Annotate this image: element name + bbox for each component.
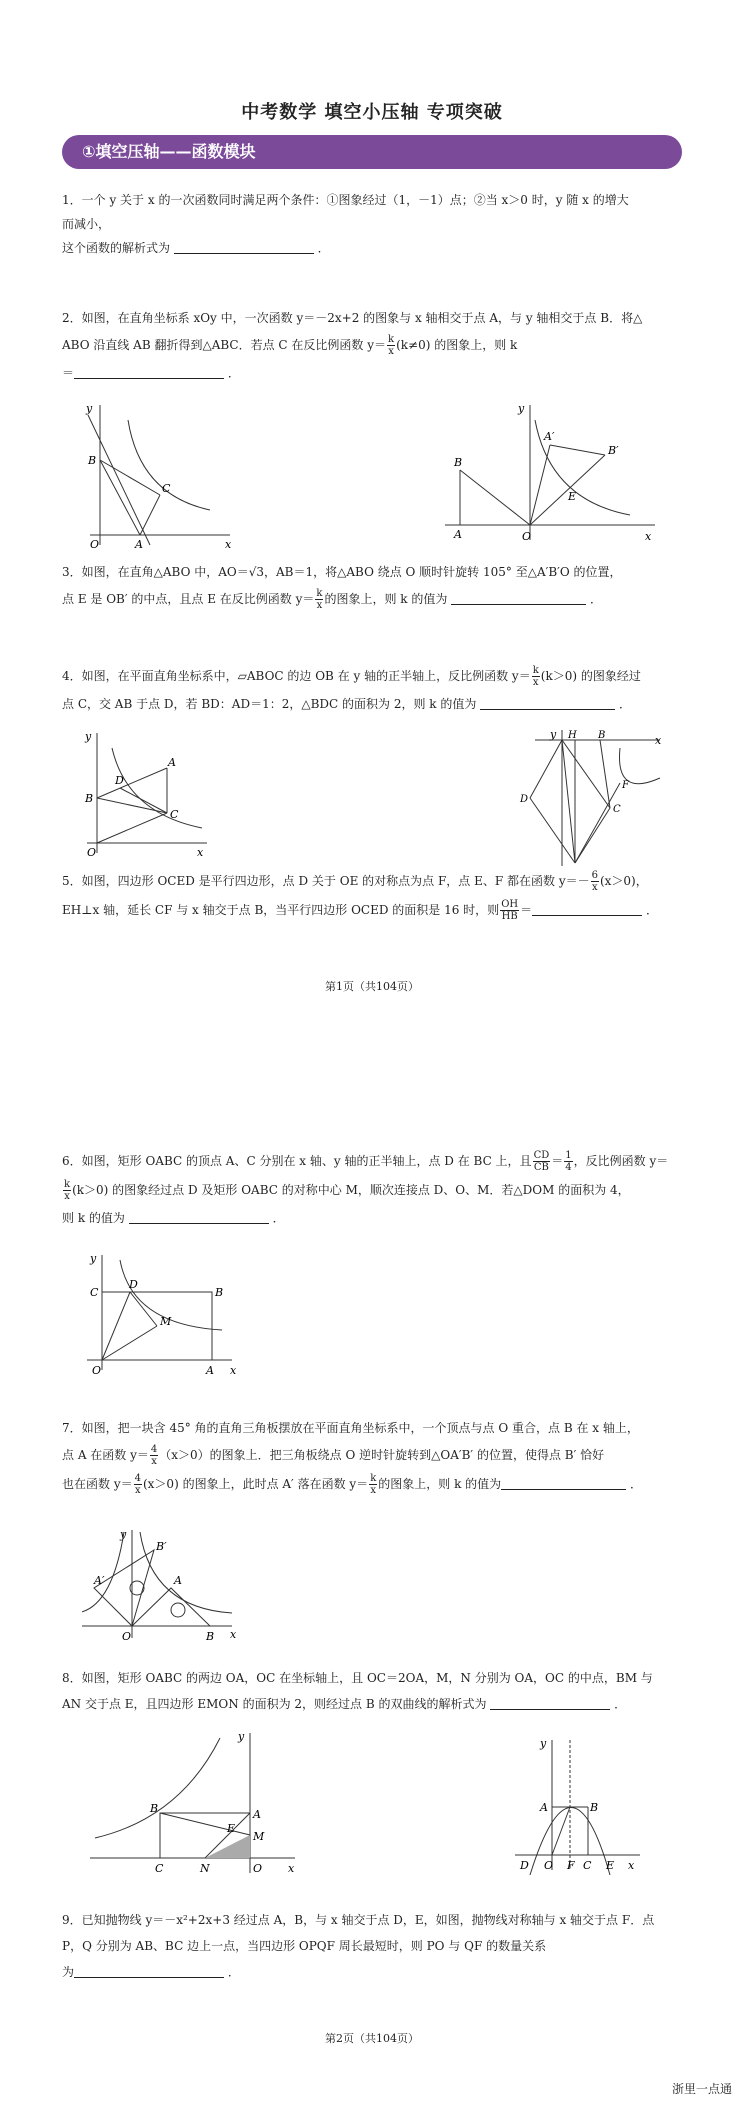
svg-text:y: y <box>550 728 557 741</box>
svg-text:E: E <box>606 1859 615 1872</box>
svg-text:y: y <box>85 730 92 743</box>
answer-blank-2[interactable] <box>74 364 224 379</box>
svg-text:C: C <box>155 1862 164 1875</box>
section-banner: ①填空压轴——函数模块 <box>62 135 682 169</box>
answer-blank-7[interactable] <box>501 1475 626 1490</box>
answer-blank-4[interactable] <box>480 695 615 710</box>
svg-text:D: D <box>129 1278 138 1291</box>
figure-q2-right <box>440 400 660 550</box>
svg-text:y: y <box>120 1528 127 1541</box>
svg-text:F: F <box>567 1859 575 1872</box>
figure-q4-left <box>82 728 212 858</box>
svg-text:y: y <box>238 1730 245 1743</box>
svg-text:y: y <box>86 402 93 415</box>
svg-text:O: O <box>522 530 532 543</box>
svg-text:A: A <box>454 528 462 541</box>
svg-text:B′: B′ <box>608 444 619 457</box>
svg-text:x: x <box>197 846 204 858</box>
svg-text:x: x <box>225 538 232 550</box>
svg-text:B: B <box>590 1801 599 1814</box>
svg-text:H: H <box>568 730 577 741</box>
svg-text:x: x <box>655 734 662 747</box>
svg-text:B: B <box>454 456 463 469</box>
svg-text:B: B <box>150 1802 159 1815</box>
figure-q9 <box>510 1735 650 1885</box>
question-3: 3．如图，在直角△ABO 中，AO＝√3，AB＝1，将△ABO 绕点 O 顺时针旋转 105° 至△A′B′O 的位置， 点 E 是 OB′ 的中点，且点 E 在反比例函数 y＝ $\frac{k}{x}$ 的图象上，则 k 的值为 ． <box>62 565 622 611</box>
question-5: 5．如图，四边形 OCED 是平行四边形，点 D 关于 OE 的对称点为点 F，点 E、F 都在函数 y＝－ $\frac{6}{x}$ (x＞0)， EH⊥x 轴，延长 CF 与 x 轴交于点 B，当平行四边形 OCED 的面积是 16 时，则 $\frac{OH}{HB}$ ＝ ． <box>62 870 658 922</box>
svg-text:A: A <box>168 756 176 769</box>
page-title: 中考数学 填空小压轴 专项突破 <box>241 102 503 123</box>
question-9: 9．已知抛物线 y＝－x²+2x+3 经过点 A，B，与 x 轴交于点 D，E，如图，抛物线对称轴与 x 轴交于点 F．点 P，Q 分别为 AB、BC 边上一点，当四边形 OPQF 周长最短时，则 PO 与 QF 的数量关系 为 ． <box>62 1913 655 1979</box>
svg-text:x: x <box>288 1862 295 1875</box>
question-2: 2．如图，在直角坐标系 xOy 中，一次函数 y＝－2x+2 的图象与 x 轴相交于点 A，与 y 轴相交于点 B．将△ ABO 沿直线 AB 翻折得到△ABC．若点 C 在反比例函数 y＝ $\frac{k}{x}$ (k≠0) 的图象上，则 k ＝ ． <box>62 311 643 380</box>
svg-text:A: A <box>253 1808 261 1821</box>
svg-text:C: C <box>170 808 179 821</box>
svg-text:y: y <box>540 1737 547 1750</box>
svg-text:x: x <box>628 1859 635 1872</box>
answer-blank-1[interactable] <box>174 239 314 254</box>
figure-q6 <box>82 1250 242 1380</box>
svg-text:O: O <box>253 1862 263 1875</box>
svg-text:D: D <box>115 774 124 787</box>
svg-text:B: B <box>85 792 94 805</box>
svg-text:O: O <box>90 538 100 550</box>
page-2-footer: 第2页（共104页） <box>325 2032 419 2045</box>
svg-text:M: M <box>160 1315 172 1328</box>
svg-text:M: M <box>253 1830 265 1843</box>
svg-text:D: D <box>520 1859 529 1872</box>
figure-q7 <box>82 1528 242 1643</box>
question-6: 6．如图，矩形 OABC 的顶点 A、C 分别在 x 轴、y 轴的正半轴上，点 D 在 BC 上，且 $\frac{CD}{CB}$ ＝ $\frac{1}{4}$ ，反比例函数 y＝ $\frac{k}{x}$ (k＞0) 的图象经过点 D 及矩形 OABC 的对称中心 M，顺次连接点 D、O、M．若△DOM 的面积为 4， 则 k 的值为 ． <box>62 1150 669 1225</box>
svg-text:O: O <box>544 1859 554 1872</box>
figure-q4-right <box>510 728 670 868</box>
question-1: 1．一个 y 关于 x 的一次函数同时满足两个条件：①图象经过（1，－1）点；②当 x＞0 时，y 随 x 的增大 而减小， 这个函数的解析式为 ． <box>62 193 629 255</box>
svg-text:A: A <box>206 1364 214 1377</box>
svg-text:C: C <box>90 1286 99 1299</box>
answer-blank-3[interactable] <box>451 590 586 605</box>
watermark: 浙里一点通 <box>671 2082 732 2096</box>
figure-q2-left <box>80 400 240 550</box>
answer-blank-9[interactable] <box>74 1963 224 1978</box>
svg-text:x: x <box>645 530 652 543</box>
svg-text:A′: A′ <box>94 1574 105 1587</box>
svg-text:y: y <box>90 1252 97 1265</box>
svg-text:N: N <box>200 1862 210 1875</box>
svg-text:E: E <box>568 490 577 503</box>
svg-text:B′: B′ <box>156 1540 167 1553</box>
answer-blank-8[interactable] <box>490 1695 610 1710</box>
svg-text:O: O <box>92 1364 102 1377</box>
svg-text:D: D <box>520 794 529 805</box>
question-7: 7．如图，把一块含 45° 角的直角三角板摆放在平面直角坐标系中，一个顶点与点 O 重合，点 B 在 x 轴上， 点 A 在函数 y＝ $\frac{4}{x}$ （x＞0）的图象上．把三角板绕点 O 逆时针旋转到△OA′B′ 的位置，使得点 B′ 恰好 也在函数 y＝ $\frac{4}{x}$ (x＞0) 的图象上，此时点 A′ 落在函数 y＝ $\frac{k}{x}$ 的图象上，则 k 的值为 ． <box>62 1421 642 1496</box>
svg-text:x: x <box>230 1364 237 1377</box>
svg-text:B: B <box>88 454 97 467</box>
answer-blank-6[interactable] <box>129 1209 269 1224</box>
svg-text:y: y <box>518 402 525 415</box>
answer-blank-5[interactable] <box>532 901 642 916</box>
svg-text:A: A <box>135 538 143 550</box>
svg-text:O: O <box>87 846 97 858</box>
svg-text:F: F <box>622 780 629 791</box>
question-8: 8．如图，矩形 OABC 的两边 OA，OC 在坐标轴上，且 OC＝2OA，M，N 分别为 OA，OC 的中点，BM 与 AN 交于点 E，且四边形 EMON 的面积为 2，则经过点 B 的双曲线的解析式为 ． <box>62 1671 653 1711</box>
svg-text:A: A <box>174 1574 182 1587</box>
figure-q8 <box>90 1728 300 1878</box>
page-1-footer: 第1页（共104页） <box>325 980 419 993</box>
svg-text:O: O <box>122 1630 132 1643</box>
svg-text:C: C <box>613 804 621 815</box>
svg-text:A: A <box>540 1801 548 1814</box>
svg-text:C: C <box>162 482 171 495</box>
svg-text:A′: A′ <box>544 430 555 443</box>
svg-text:B: B <box>215 1286 224 1299</box>
svg-text:E: E <box>227 1822 236 1835</box>
question-4: 4．如图，在平面直角坐标系中，▱ABOC 的边 OB 在 y 轴的正半轴上，反比例函数 y＝ $\frac{k}{x}$ (k＞0) 的图象经过 点 C，交 AB 于点 D，若 BD：AD＝1：2，△BDC 的面积为 2，则 k 的值为 ． <box>62 665 641 711</box>
svg-text:C: C <box>583 1859 592 1872</box>
svg-text:B: B <box>206 1630 215 1643</box>
svg-text:B: B <box>598 730 606 741</box>
svg-text:x: x <box>230 1628 237 1641</box>
